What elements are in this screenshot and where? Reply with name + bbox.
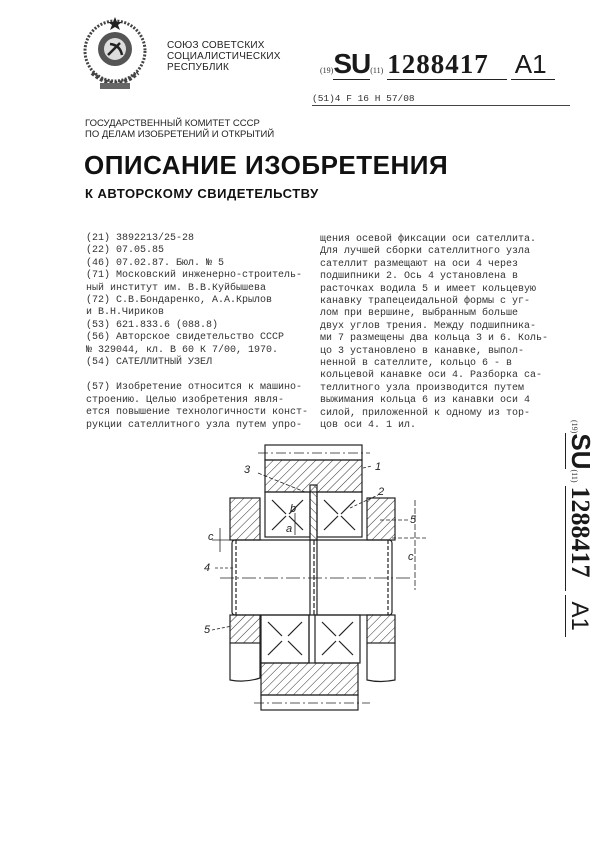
abstract-line: сателлит размещают на оси 4 через bbox=[320, 258, 519, 270]
bibliography-line: (54) САТЕЛЛИТНЫЙ УЗЕЛ bbox=[86, 357, 213, 369]
country-tag: (19) bbox=[320, 66, 334, 75]
label-gear-1: 1 bbox=[375, 461, 382, 473]
label-dim-c-left: c bbox=[208, 531, 214, 543]
right-column bbox=[320, 234, 560, 433]
bibliography-line: (72) С.В.Бондаренко, А.А.Крылов bbox=[86, 295, 273, 307]
abstract-line: расточках водила 5 и имеет кольцевую bbox=[320, 283, 537, 295]
document-title: ОПИСАНИЕ ИЗОБРЕТЕНИЯ bbox=[84, 150, 449, 180]
abstract-line: строению. Целью изобретения явля- bbox=[86, 394, 285, 406]
gear-top-rim bbox=[265, 445, 362, 460]
abstract-line: щения осевой фиксации оси сателлита. bbox=[320, 234, 537, 245]
bibliography-line: ный институт им. В.В.Куйбышева bbox=[86, 282, 267, 294]
left-column bbox=[86, 233, 318, 432]
ussr-state-emblem-icon bbox=[80, 13, 150, 95]
label-dim-b: b bbox=[290, 503, 297, 515]
country-line: СОЮЗ СОВЕТСКИХ bbox=[167, 40, 265, 51]
ring-3 bbox=[310, 485, 317, 540]
bibliography-line: (71) Московский инженерно-строитель- bbox=[86, 270, 303, 282]
label-dim-a: a bbox=[286, 523, 293, 535]
axle-4 bbox=[232, 540, 392, 615]
side-kind-code: A1 bbox=[565, 595, 593, 636]
label-axle-4: 4 bbox=[204, 562, 211, 574]
label-carrier-5-top: 5 bbox=[410, 514, 417, 526]
bibliography-line: (22) 07.05.85 bbox=[86, 245, 165, 257]
country-name bbox=[167, 40, 281, 73]
number-tag: (11) bbox=[370, 66, 384, 75]
technical-drawing bbox=[200, 440, 440, 740]
abstract-line: (57) Изобретение относится к машино- bbox=[86, 382, 303, 394]
country-line: РЕСПУБЛИК bbox=[167, 62, 230, 73]
label-bearing-2: 2 bbox=[378, 486, 385, 498]
bibliography-line: и В.Н.Чириков bbox=[86, 307, 165, 319]
abstract-line: теллитного узла производится путем bbox=[320, 382, 525, 394]
side-number-tag: (11) bbox=[570, 469, 579, 483]
country-line: СОЦИАЛИСТИЧЕСКИХ bbox=[167, 51, 281, 62]
side-patent-number: 1288417 bbox=[565, 486, 595, 591]
label-ring-3: 3 bbox=[244, 464, 251, 476]
abstract-line: ми 7 размещены два кольца 3 и 6. Коль- bbox=[320, 333, 549, 345]
abstract-line: цо 3 установлено в канавке, выпол- bbox=[320, 345, 525, 357]
abstract-line: рукции сателлитного узла путем упро- bbox=[86, 419, 303, 431]
label-dim-c-right: c bbox=[408, 551, 414, 563]
bibliography-line: (21) 3892213/25-28 bbox=[86, 233, 195, 244]
gear-body-bottom bbox=[261, 663, 358, 695]
patent-number: 1288417 bbox=[387, 49, 507, 80]
bearing-top-right bbox=[317, 492, 362, 537]
bibliography-line: № 329044, кл. В 60 К 7/00, 1970. bbox=[86, 344, 279, 356]
side-stamp bbox=[548, 420, 598, 670]
bibliography-line: (53) 621.833.6 (088.8) bbox=[86, 319, 219, 331]
country-code: SU bbox=[333, 48, 371, 79]
carrier-bottom-right bbox=[367, 615, 395, 643]
abstract-line: выжимания кольца 6 из канавки оси 4 bbox=[320, 395, 531, 407]
bibliography-line: (56) Авторское свидетельство СССР bbox=[86, 332, 285, 344]
abstract-line: Для лучшей сборки сателлитного узла bbox=[320, 246, 531, 258]
abstract-line: ется повышение технологичности конст- bbox=[86, 407, 309, 419]
bearing-bottom-right bbox=[315, 615, 360, 663]
committee-line: ГОСУДАРСТВЕННЫЙ КОМИТЕТ СССР bbox=[85, 118, 260, 129]
abstract-line: силой, приложенной к одному из тор- bbox=[320, 407, 531, 419]
abstract-line: двух углов трения. Между подшипника- bbox=[320, 320, 537, 332]
kind-code: A1 bbox=[511, 49, 555, 80]
gear-bottom-rim bbox=[261, 695, 358, 710]
abstract-line: канавку трапецеидальной формы с уг- bbox=[320, 296, 531, 308]
document-subtitle: К АВТОРСКОМУ СВИДЕТЕЛЬСТВУ bbox=[85, 186, 319, 201]
abstract-line: лом при вершине, выбранным больше bbox=[320, 308, 519, 320]
bibliography-line: (46) 07.02.87. Бюл. № 5 bbox=[86, 257, 225, 269]
carrier-top-left bbox=[230, 498, 260, 540]
abstract-line: подшипники 2. Ось 4 установлена в bbox=[320, 271, 519, 283]
publication-number bbox=[320, 48, 555, 80]
carrier-top-right bbox=[367, 498, 395, 540]
label-carrier-5-bottom: 5 bbox=[204, 624, 211, 636]
abstract-line: кольцевой канавке оси 4. Разборка са- bbox=[320, 370, 543, 382]
committee bbox=[85, 118, 274, 140]
side-country-code: SU bbox=[566, 433, 596, 470]
side-country-tag: (19) bbox=[570, 420, 579, 434]
abstract-line: ненной в сателлите, кольцо 6 - в bbox=[320, 358, 513, 370]
carrier-bottom-left bbox=[230, 615, 260, 643]
ipc-classification: (51)4 F 16 H 57/08 bbox=[312, 93, 570, 106]
committee-line: ПО ДЕЛАМ ИЗОБРЕТЕНИЙ И ОТКРЫТИЙ bbox=[85, 129, 275, 140]
abstract-line: цов оси 4. 1 ил. bbox=[320, 420, 417, 432]
